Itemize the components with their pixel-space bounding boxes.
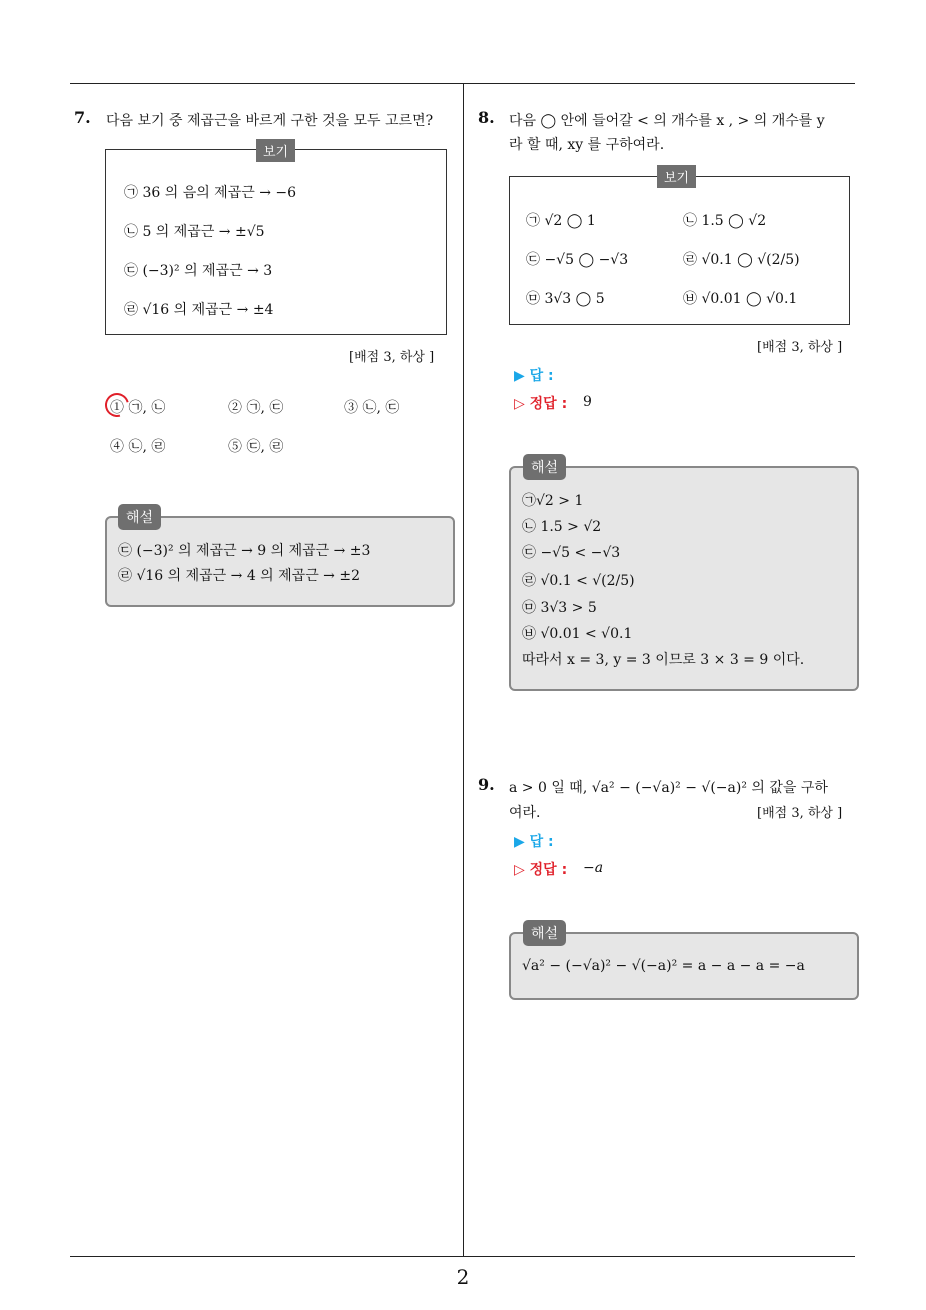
q8-solution-line-6: ㉥ √0.01 < √0.1 [522, 626, 633, 642]
question-number: 9. [478, 775, 495, 794]
q8-score: [배점 3, 하상 ] [757, 340, 843, 355]
q8-correct-label: ▷ 정답 : [514, 396, 568, 412]
q7-solution-label: 해설 [118, 504, 161, 530]
q7-item-2: ㉡ 5 의 제곱근 → ±√5 [124, 224, 265, 240]
q7-box-label: 보기 [256, 139, 295, 162]
question-8-text-line-1: 다음 ◯ 안에 들어갈 < 의 개수를 x , > 의 개수를 y [509, 113, 825, 129]
q7-choice-1[interactable]: ① ㉠, ㉡ [110, 400, 166, 416]
q7-choice-5[interactable]: ⑤ ㉢, ㉣ [228, 439, 284, 455]
q8-solution-line-1: ㉠√2 > 1 [522, 493, 584, 509]
q9-correct-value: −a [583, 860, 604, 876]
page-number: 2 [456, 1265, 470, 1289]
q8-item-3: ㉢ −√5 ◯ −√3 [526, 252, 629, 268]
q8-solution-line-7: 따라서 x = 3, y = 3 이므로 3 × 3 = 9 이다. [522, 652, 805, 668]
q8-item-1: ㉠ √2 ◯ 1 [526, 213, 596, 229]
question-8 [478, 108, 495, 127]
q9-solution-line: √a² − (−√a)² − √(−a)² = a − a − a = −a [522, 958, 805, 974]
q7-item-4: ㉣ √16 의 제곱근 → ±4 [124, 302, 274, 318]
q8-item-6: ㉥ √0.01 ◯ √0.1 [683, 291, 798, 307]
q7-item-1: ㉠ 36 의 음의 제곱근 → −6 [124, 185, 297, 201]
q8-solution-line-3: ㉢ −√5 < −√3 [522, 545, 621, 561]
question-9 [478, 775, 495, 794]
column-divider [463, 83, 464, 1257]
question-8-text-line-2: 라 할 때, xy 를 구하여라. [509, 137, 665, 153]
q8-answer-label: ▶ 답 : [514, 368, 554, 384]
q8-item-5: ㉤ 3√3 ◯ 5 [526, 291, 605, 307]
q9-solution-label: 해설 [523, 920, 566, 946]
q9-correct-label: ▷ 정답 : [514, 862, 568, 878]
question-number: 8. [478, 108, 495, 127]
question-7-text: 다음 보기 중 제곱근을 바르게 구한 것을 모두 고르면? [106, 113, 434, 129]
q8-solution-line-2: ㉡ 1.5 > √2 [522, 519, 602, 535]
q8-item-4: ㉣ √0.1 ◯ √(2/5) [683, 252, 800, 268]
q8-solution-label: 해설 [523, 454, 566, 480]
question-9-text-line-2: 여라. [509, 805, 541, 821]
question-9-text-line-1: a > 0 일 때, √a² − (−√a)² − √(−a)² 의 값을 구하 [509, 780, 828, 796]
q9-answer-label: ▶ 답 : [514, 834, 554, 850]
q7-choice-2[interactable]: ② ㉠, ㉢ [228, 400, 284, 416]
question-7 [74, 108, 91, 127]
q7-solution-line-1: ㉢ (−3)² 의 제곱근 → 9 의 제곱근 → ±3 [118, 543, 371, 559]
q7-choice-3[interactable]: ③ ㉡, ㉢ [344, 400, 400, 416]
q8-box-label: 보기 [657, 165, 696, 188]
q8-correct-value: 9 [583, 394, 592, 410]
q8-item-2: ㉡ 1.5 ◯ √2 [683, 213, 767, 229]
q7-solution-line-2: ㉣ √16 의 제곱근 → 4 의 제곱근 → ±2 [118, 568, 360, 584]
q8-solution-line-4: ㉣ √0.1 < √(2/5) [522, 573, 635, 589]
q7-item-3: ㉢ (−3)² 의 제곱근 → 3 [124, 263, 273, 279]
q7-choice-4[interactable]: ④ ㉡, ㉣ [110, 439, 166, 455]
q8-solution-line-5: ㉤ 3√3 > 5 [522, 600, 597, 616]
q7-score: [배점 3, 하상 ] [349, 350, 435, 365]
q9-score: [배점 3, 하상 ] [757, 806, 843, 821]
question-number: 7. [74, 108, 91, 127]
